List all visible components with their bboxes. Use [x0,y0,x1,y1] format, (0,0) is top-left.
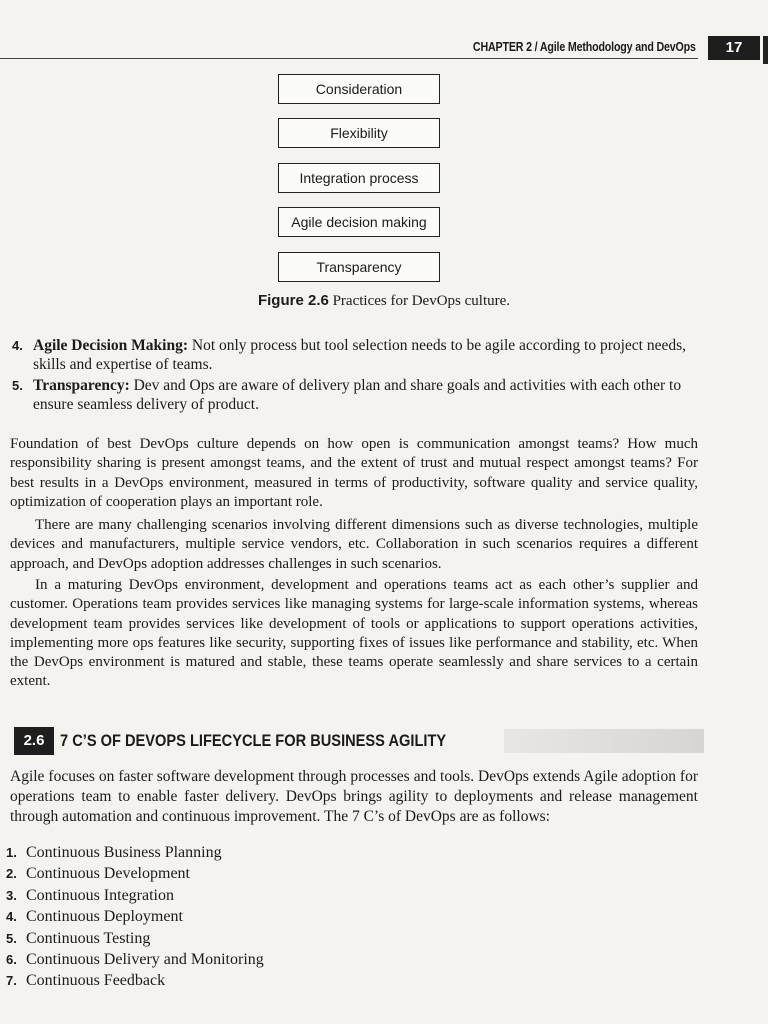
point-number: 4. [12,338,23,353]
list-number: 2. [6,866,17,882]
practice-box-consideration: Consideration [278,74,440,104]
list-text: Continuous Feedback [26,972,166,990]
heading-shade [504,729,704,753]
practice-box-flexibility: Flexibility [278,118,440,148]
page-number: 17 [708,36,760,60]
paragraph-challenges: There are many challenging scenarios involving different dimensions such as diverse technologies, multiple devices and manufacturers, multiple service vendors, etc. Collaboration in such scenarios requires a different approach, and DevOps adoption addresses challenges in such scenarios. [10,517,698,572]
paragraph-foundation: Foundation of best DevOps culture depends on how open is communication amongst teams? How much responsibility sharing is present amongst teams, and the extent of trust and mutual respect amongst teams? For best results in a DevOps environment, measured in terms of productivity, software quality and service quality, optimization of cooperation plays an important role. [10,436,698,510]
list-text: Continuous Deployment [26,908,183,926]
list-text: Continuous Development [26,865,190,883]
section-intro: Agile focuses on faster software development through processes and tools. DevOps extends Agile adoption for operations team to enable faster delivery. DevOps brings agility to deployments and release management through automation and continuous improvement. The 7 C’s of DevOps are as follows: [10,768,698,825]
section-heading [14,727,704,757]
list-number: 6. [6,951,17,967]
running-header [0,36,768,64]
list-number: 3. [6,887,17,903]
chapter-title: CHAPTER 2 / Agile Methodology and DevOps [473,39,696,54]
list-text: Continuous Integration [26,886,174,904]
list-text: Continuous Testing [26,929,151,947]
point-number: 5. [12,378,23,393]
list-number: 5. [6,930,17,946]
practice-box-integration-process: Integration process [278,163,440,193]
point-transparency [12,376,702,414]
list-number: 7. [6,973,17,989]
practice-box-transparency: Transparency [278,252,440,282]
point-term: Agile Decision Making: [33,337,188,354]
figure-label: Figure 2.6 [257,292,329,309]
list-number: 1. [6,845,17,860]
section-title: 7 C’S OF DEVOPS LIFECYCLE FOR BUSINESS AGILITY [60,731,447,750]
figure-caption [0,292,768,310]
point-agile-decision-making [12,336,702,374]
figure-caption-text: Practices for DevOps culture. [332,293,511,309]
list-number: 4. [6,909,17,925]
point-term: Transparency: [33,377,130,394]
list-text: Continuous Delivery and Monitoring [26,950,264,968]
list-text: Continuous Business Planning [26,844,222,861]
section-number: 2.6 [14,727,54,755]
point-text: Not only process but tool selection needs to be agile according to project needs, skills and expertise of teams. [33,337,687,373]
point-text: Dev and Ops are aware of delivery plan and share goals and activities with each other to ensure seamless delivery of product. [33,377,682,413]
paragraph-maturing: In a maturing DevOps environment, development and operations teams act as each other’s supplier and customer. Operations team provides services like managing systems for large-scale information systems, whereas development team provides services like development of tools or applications to support operations activities, implementing more ops features like security, supporting fixes of issues like performance and stability, etc. When the DevOps environment is matured and stable, these teams operate seamlessly and share services to a certain extent. [10,577,698,690]
edge-marker [763,36,768,64]
header-rule [0,58,698,59]
practice-box-agile-decision-making: Agile decision making [278,207,440,237]
